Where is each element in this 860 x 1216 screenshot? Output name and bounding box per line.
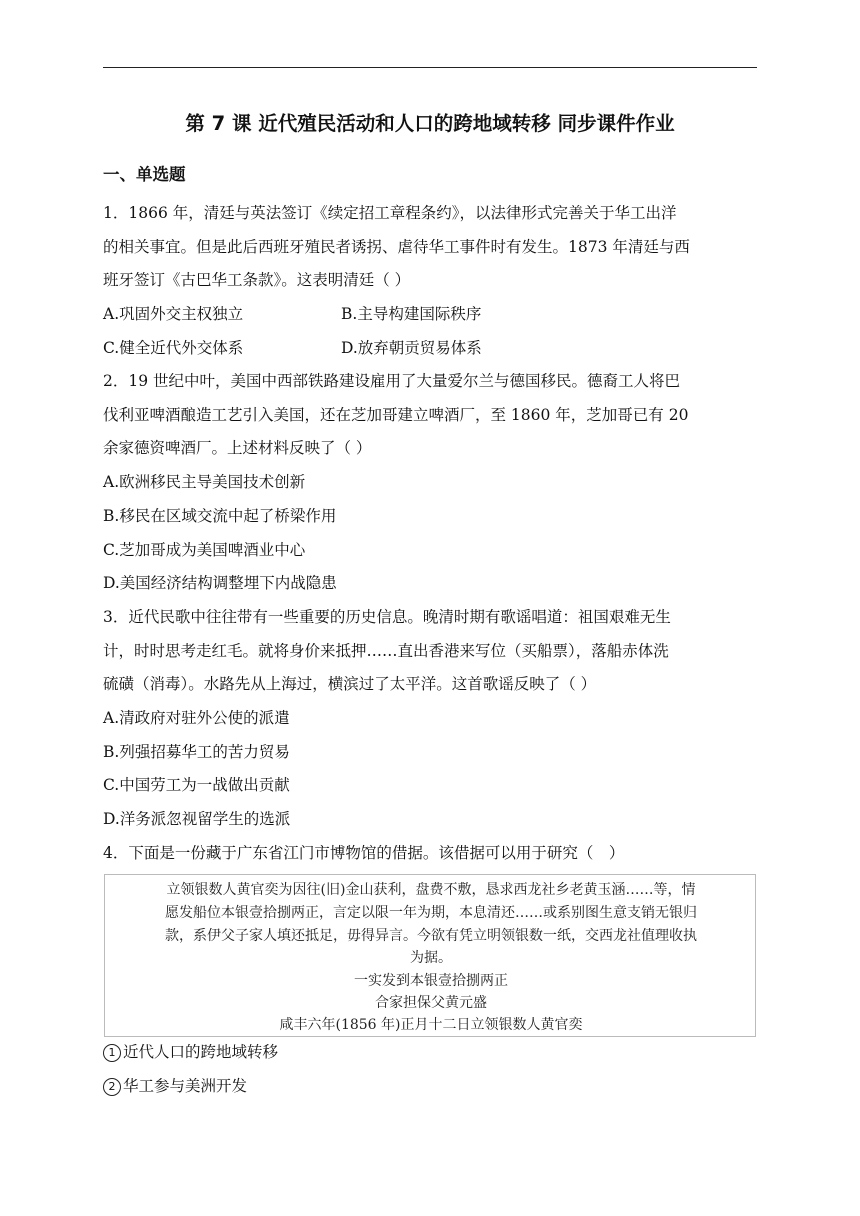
quote-line: 立领银数人黄官奕为因往(旧)金山获利，盘费不敷，恳求西龙社乡老黄玉涵……等，情	[166, 882, 696, 898]
q4-stem: 4．下面是一份藏于广东省江门市博物馆的借据。该借据可以用于研究（ ）	[103, 844, 625, 862]
q3-stem-line: 硫磺（消毒）。水路先从上海过，横滨过了太平洋。这首歌谣反映了（ ）	[103, 675, 597, 693]
q3-stem-line: 计，时时思考走红毛。就将身价来抵押……直出香港来写位（买船票），落船赤体洗	[103, 642, 669, 660]
q2-stem-line: 伐利亚啤酒酿造工艺引入美国，还在芝加哥建立啤酒厂，至 1860 年，芝加哥已有 20	[103, 406, 689, 424]
header-rule	[103, 67, 757, 68]
q2-option-b[interactable]: B.移民在区域交流中起了桥梁作用	[103, 507, 337, 525]
q3-option-a[interactable]: A.清政府对驻外公使的派遣	[103, 709, 290, 727]
q1-stem-line: 1．1866 年，清廷与英法签订《续定招工章程条约》，以法律形式完善关于华工出洋	[103, 204, 677, 222]
quote-line: 一实发到本银壹拾捌两正	[354, 973, 508, 989]
q1-option-b[interactable]: B.主导构建国际秩序	[341, 305, 482, 323]
circled-number: 1	[103, 1044, 121, 1062]
section-heading: 一、单选题	[103, 165, 186, 184]
q1-option-a[interactable]: A.巩固外交主权独立	[103, 305, 244, 323]
q3-option-d[interactable]: D.洋务派忽视留学生的选派	[103, 810, 291, 828]
q3-stem-line: 3．近代民歌中往往带有一些重要的历史信息。晚清时期有歌谣唱道：祖国艰难无生	[103, 608, 671, 626]
q1-option-c[interactable]: C.健全近代外交体系	[103, 339, 244, 357]
loan-document-quote	[104, 874, 756, 1037]
quote-line: 为据。	[410, 950, 452, 966]
quote-line: 款，系伊父子家人填还抵足，毋得异言。今欲有凭立明领银数一纸，交西龙社值理收执	[165, 928, 697, 944]
q2-option-d[interactable]: D.美国经济结构调整埋下内战隐患	[103, 574, 337, 592]
q4-item-2[interactable]	[103, 1076, 247, 1096]
q2-stem-line: 2．19 世纪中叶，美国中西部铁路建设雇用了大量爱尔兰与德国移民。德裔工人将巴	[103, 372, 681, 390]
q2-option-a[interactable]: A.欧洲移民主导美国技术创新	[103, 473, 306, 491]
q3-option-b[interactable]: B.列强招募华工的苦力贸易	[103, 743, 290, 761]
q4-item-1[interactable]	[103, 1042, 278, 1062]
q3-option-c[interactable]: C.中国劳工为一战做出贡献	[103, 776, 290, 794]
quote-line: 合家担保父黄元盛	[375, 995, 487, 1011]
q1-stem-line: 的相关事宜。但是此后西班牙殖民者诱拐、虐待华工事件时有发生。1873 年清廷与西	[103, 238, 690, 256]
circled-number: 2	[103, 1078, 121, 1096]
q4-item-text: 华工参与美洲开发	[123, 1077, 248, 1095]
q2-option-c[interactable]: C.芝加哥成为美国啤酒业中心	[103, 541, 306, 559]
q4-item-text: 近代人口的跨地域转移	[123, 1043, 279, 1061]
page-title: 第 7 课 近代殖民活动和人口的跨地域转移 同步课件作业	[185, 112, 675, 135]
quote-line: 愿发船位本银壹拾捌两正，言定以限一年为期，本息清还……或系别图生意支销无银归	[165, 905, 697, 921]
q1-option-d[interactable]: D.放弃朝贡贸易体系	[341, 339, 482, 357]
q2-stem-line: 余家德资啤酒厂。上述材料反映了（ ）	[103, 439, 372, 457]
quote-line: 咸丰六年(1856 年)正月十二日立领银数人黄官奕	[279, 1017, 583, 1033]
q1-stem-line: 班牙签订《古巴华工条款》。这表明清廷（ ）	[103, 271, 411, 289]
